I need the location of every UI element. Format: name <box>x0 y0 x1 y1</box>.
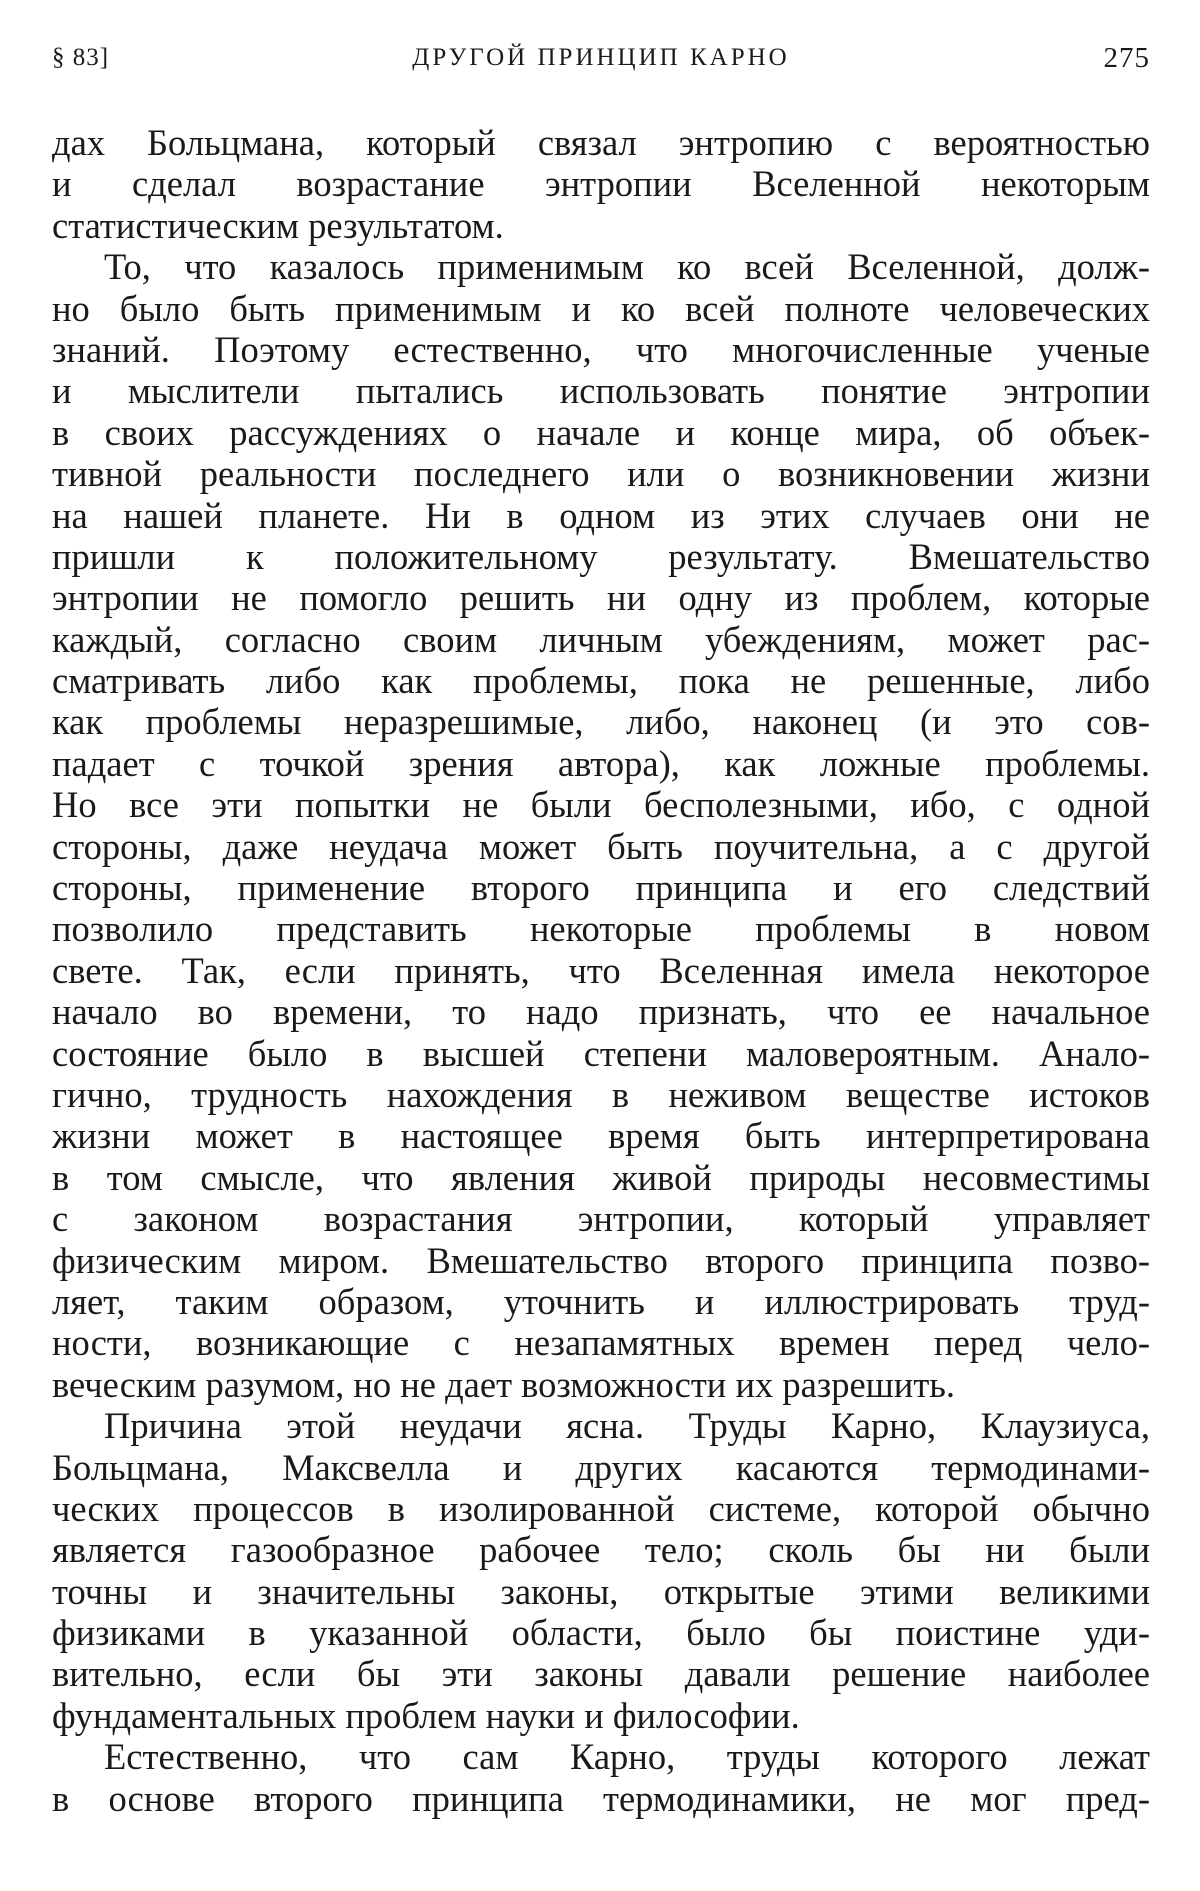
text-line: в основе второго принципа термодинамики, не мог пред- <box>52 1777 1150 1819</box>
text-line: падает с точкой зрения автора), как ложные проблемы. <box>52 742 1150 784</box>
text-line: ности, возникающие с незапамятных времен перед чело- <box>52 1322 1150 1364</box>
text-line: физическим миром. Вмешательство второго принципа позво- <box>52 1239 1150 1281</box>
text-line: является газообразное рабочее тело; сколь бы ни были <box>52 1529 1150 1571</box>
text-line: свете. Так, если принять, что Вселенная имела некоторое <box>52 949 1150 991</box>
text-line: знаний. Поэтому естественно, что многочисленные ученые <box>52 328 1150 370</box>
text-line: с законом возрастания энтропии, который управляет <box>52 1198 1150 1240</box>
text-line: энтропии не помогло решить ни одну из проблем, которые <box>52 577 1150 619</box>
page-number: 275 <box>1103 42 1150 74</box>
text-line: ляет, таким образом, уточнить и иллюстрировать труд- <box>52 1280 1150 1322</box>
text-line: в том смысле, что явления живой природы несовместимы <box>52 1156 1150 1198</box>
text-line: То, что казалось применимым ко всей Вселенной, долж- <box>104 246 1150 288</box>
body-text <box>52 122 1150 1819</box>
text-line: пришли к положительному результату. Вмешательство <box>52 535 1150 577</box>
text-line: в своих рассуждениях о начале и конце мира, об объек- <box>52 411 1150 453</box>
text-line: состояние было в высшей степени маловероятным. Анало- <box>52 1032 1150 1074</box>
text-line: каждый, согласно своим личным убеждениям, может рас- <box>52 618 1150 660</box>
text-line: Естественно, что сам Карно, труды которого лежат <box>104 1736 1150 1778</box>
paragraph <box>52 122 1150 246</box>
text-line: на нашей планете. Ни в одном из этих случаев они не <box>52 494 1150 536</box>
text-line: Причина этой неудачи ясна. Труды Карно, Клаузиуса, <box>104 1405 1150 1447</box>
text-line: статистическим результатом. <box>52 204 504 246</box>
text-line: вительно, если бы эти законы давали решение наиболее <box>52 1653 1150 1695</box>
text-line: стороны, даже неудача может быть поучительна, а с другой <box>52 825 1150 867</box>
text-line: гично, трудность нахождения в неживом веществе истоков <box>52 1073 1150 1115</box>
running-head <box>52 38 1150 90</box>
paragraph <box>52 1736 1150 1819</box>
text-line: начало во времени, то надо признать, что ее начальное <box>52 991 1150 1033</box>
chapter-title: ДРУГОЙ ПРИНЦИП КАРНО <box>412 44 790 71</box>
text-line: Больцмана, Максвелла и других касаются термодинами- <box>52 1446 1150 1488</box>
section-reference: § 83] <box>52 44 110 71</box>
text-line: сматривать либо как проблемы, пока не решенные, либо <box>52 660 1150 702</box>
text-line: стороны, применение второго принципа и его следствий <box>52 867 1150 909</box>
text-line: как проблемы неразрешимые, либо, наконец (и это сов- <box>52 701 1150 743</box>
text-line: физиками в указанной области, было бы поистине уди- <box>52 1612 1150 1654</box>
text-line: тивной реальности последнего или о возникновении жизни <box>52 453 1150 495</box>
text-line: жизни может в настоящее время быть интерпретирована <box>52 1115 1150 1157</box>
text-line: веческим разумом, но не дает возможности их разрешить. <box>52 1363 956 1405</box>
text-line: точны и значительны законы, открытые этими великими <box>52 1570 1150 1612</box>
text-line: дах Больцмана, который связал энтропию с вероятностью <box>52 122 1150 163</box>
text-line: но было быть применимым и ко всей полноте человеческих <box>52 287 1150 329</box>
text-line: Но все эти попытки не были бесполезными, ибо, с одной <box>52 784 1150 826</box>
paragraph <box>52 1405 1150 1736</box>
text-line: фундаментальных проблем науки и философии. <box>52 1694 800 1736</box>
text-line: позволило представить некоторые проблемы в новом <box>52 908 1150 950</box>
paragraph <box>52 246 1150 1405</box>
text-line: и сделал возрастание энтропии Вселенной некоторым <box>52 163 1150 205</box>
text-line: и мыслители пытались использовать понятие энтропии <box>52 370 1150 412</box>
text-line: ческих процессов в изолированной системе, которой обычно <box>52 1487 1150 1529</box>
book-page <box>52 38 1150 1819</box>
